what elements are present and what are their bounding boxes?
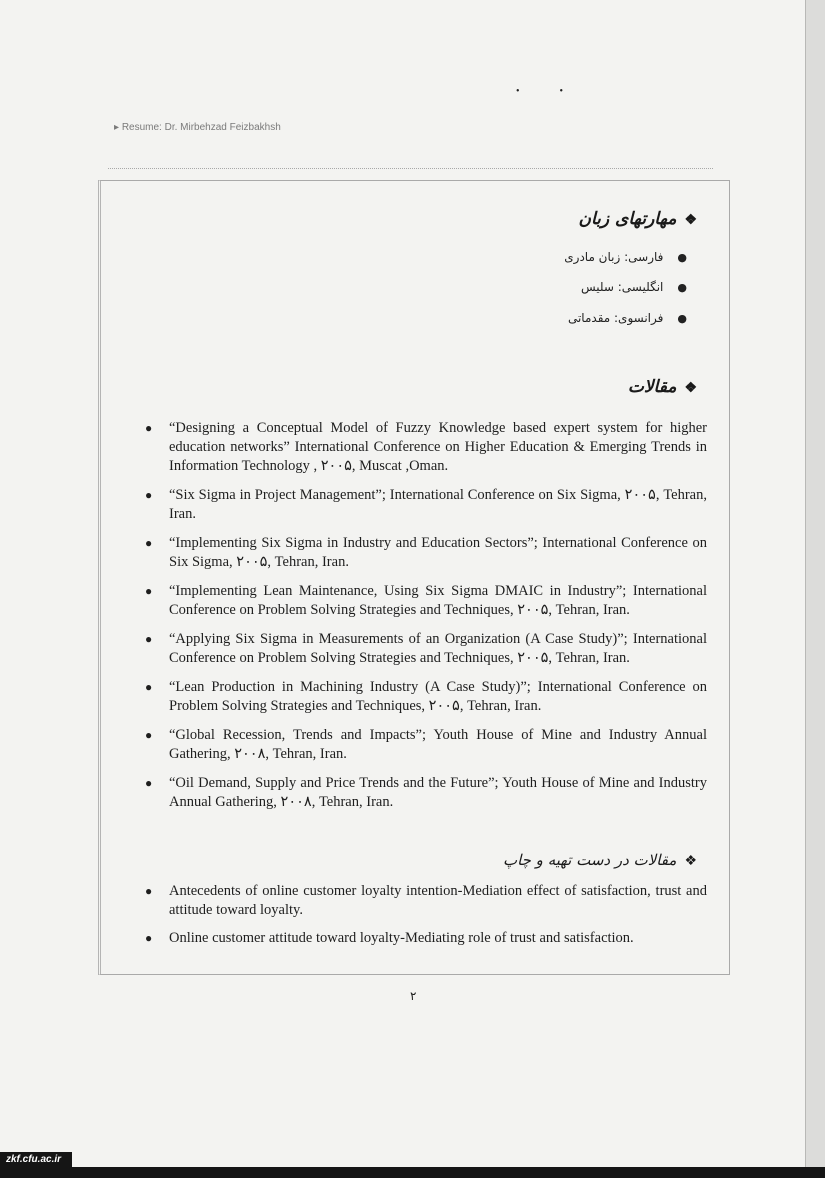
site-logo[interactable]: zkf.cfu.ac.ir bbox=[0, 1152, 72, 1168]
language-item-text: انگلیسی: سلیس bbox=[580, 280, 664, 294]
bullet-icon: ● bbox=[145, 776, 153, 790]
languages-heading-text: مهارتهای زبان bbox=[578, 209, 677, 229]
bullet-icon: ● bbox=[677, 251, 687, 264]
article-item bbox=[145, 630, 707, 668]
bullet-icon: ● bbox=[145, 728, 153, 742]
bullet-icon: ● bbox=[145, 584, 153, 598]
page-edge bbox=[805, 0, 825, 1170]
header-rule bbox=[108, 168, 713, 169]
articles-list bbox=[145, 419, 707, 812]
bullet-icon: ● bbox=[145, 421, 153, 435]
ornament-icon: ❖ bbox=[684, 212, 697, 228]
articles-heading-text: مقالات bbox=[627, 377, 677, 397]
language-item bbox=[564, 250, 687, 264]
page-number: ۲ bbox=[410, 989, 417, 1003]
in-preparation-text: Antecedents of online customer loyalty intention-Mediation effect of satisfaction, trust and attitude toward loyalty. bbox=[169, 883, 707, 918]
article-item bbox=[145, 582, 707, 620]
scan-bottom-bar bbox=[0, 1167, 825, 1178]
articles-heading bbox=[628, 377, 697, 397]
article-text: “Applying Six Sigma in Measurements of an Organization (A Case Study)”; International Conference on Problem Solving Strategies and Techniques, ۲۰۰۵, Tehran, Iran. bbox=[169, 631, 707, 666]
bullet-icon: ● bbox=[677, 281, 687, 294]
article-text: “Oil Demand, Supply and Price Trends and the Future”; Youth House of Mine and Industry Annual Gathering, ۲۰۰۸, Tehran, Iran. bbox=[169, 775, 707, 810]
article-text: “Lean Production in Machining Industry (A Case Study)”; International Conference on Problem Solving Strategies and Techniques, ۲۰۰۵, Tehran, Iran. bbox=[169, 679, 707, 714]
in-preparation-heading-text: مقالات در دست تهیه و چاپ bbox=[502, 851, 677, 869]
language-item bbox=[581, 280, 687, 294]
article-item bbox=[145, 726, 707, 764]
bullet-icon: ● bbox=[145, 632, 153, 646]
article-item bbox=[145, 486, 707, 524]
bullet-icon: ● bbox=[145, 536, 153, 550]
article-text: “Designing a Conceptual Model of Fuzzy Knowledge based expert system for higher education networks” International Conference on Higher Education & Emerging Trends in Information Technology , ۲۰۰۵, Muscat ,Oman. bbox=[169, 420, 707, 474]
ornament-icon: ❖ bbox=[684, 380, 697, 396]
bullet-icon: ● bbox=[145, 488, 153, 502]
article-item bbox=[145, 419, 707, 476]
in-preparation-item bbox=[145, 929, 707, 948]
ornament-icon: ❖ bbox=[684, 853, 697, 869]
article-text: “Global Recession, Trends and Impacts”; Youth House of Mine and Industry Annual Gathering, ۲۰۰۸, Tehran, Iran. bbox=[169, 727, 707, 762]
bullet-icon: ● bbox=[145, 884, 153, 898]
article-text: “Implementing Six Sigma in Industry and Education Sectors”; International Conference on Six Sigma, ۲۰۰۵, Tehran, Iran. bbox=[169, 535, 707, 570]
in-preparation-text: Online customer attitude toward loyalty-Mediating role of trust and satisfaction. bbox=[169, 930, 634, 946]
in-preparation-item bbox=[145, 882, 707, 920]
page-header bbox=[114, 122, 281, 133]
bullet-icon: ● bbox=[145, 680, 153, 694]
in-preparation-heading bbox=[503, 851, 697, 869]
language-item-text: فرانسوی: مقدماتی bbox=[567, 311, 664, 325]
article-item bbox=[145, 534, 707, 572]
article-text: “Six Sigma in Project Management”; International Conference on Six Sigma, ۲۰۰۵, Tehran, Iran. bbox=[169, 487, 707, 522]
article-text: “Implementing Lean Maintenance, Using Six Sigma DMAIC in Industry”; International Conference on Problem Solving Strategies and Techniques, ۲۰۰۵, Tehran, Iran. bbox=[169, 583, 707, 618]
bullet-icon: ● bbox=[677, 312, 687, 325]
header-text: Resume: Dr. Mirbehzad Feizbakhsh bbox=[121, 122, 281, 133]
in-preparation-list bbox=[145, 882, 707, 948]
language-item bbox=[568, 311, 687, 325]
bullet-icon: ● bbox=[145, 931, 153, 945]
language-item-text: فارسی: زبان مادری bbox=[564, 250, 664, 264]
header-arrow-icon: ▸ bbox=[114, 122, 122, 133]
scan-marks: •• bbox=[516, 86, 604, 97]
languages-heading bbox=[579, 209, 697, 229]
article-item bbox=[145, 774, 707, 812]
article-item bbox=[145, 678, 707, 716]
